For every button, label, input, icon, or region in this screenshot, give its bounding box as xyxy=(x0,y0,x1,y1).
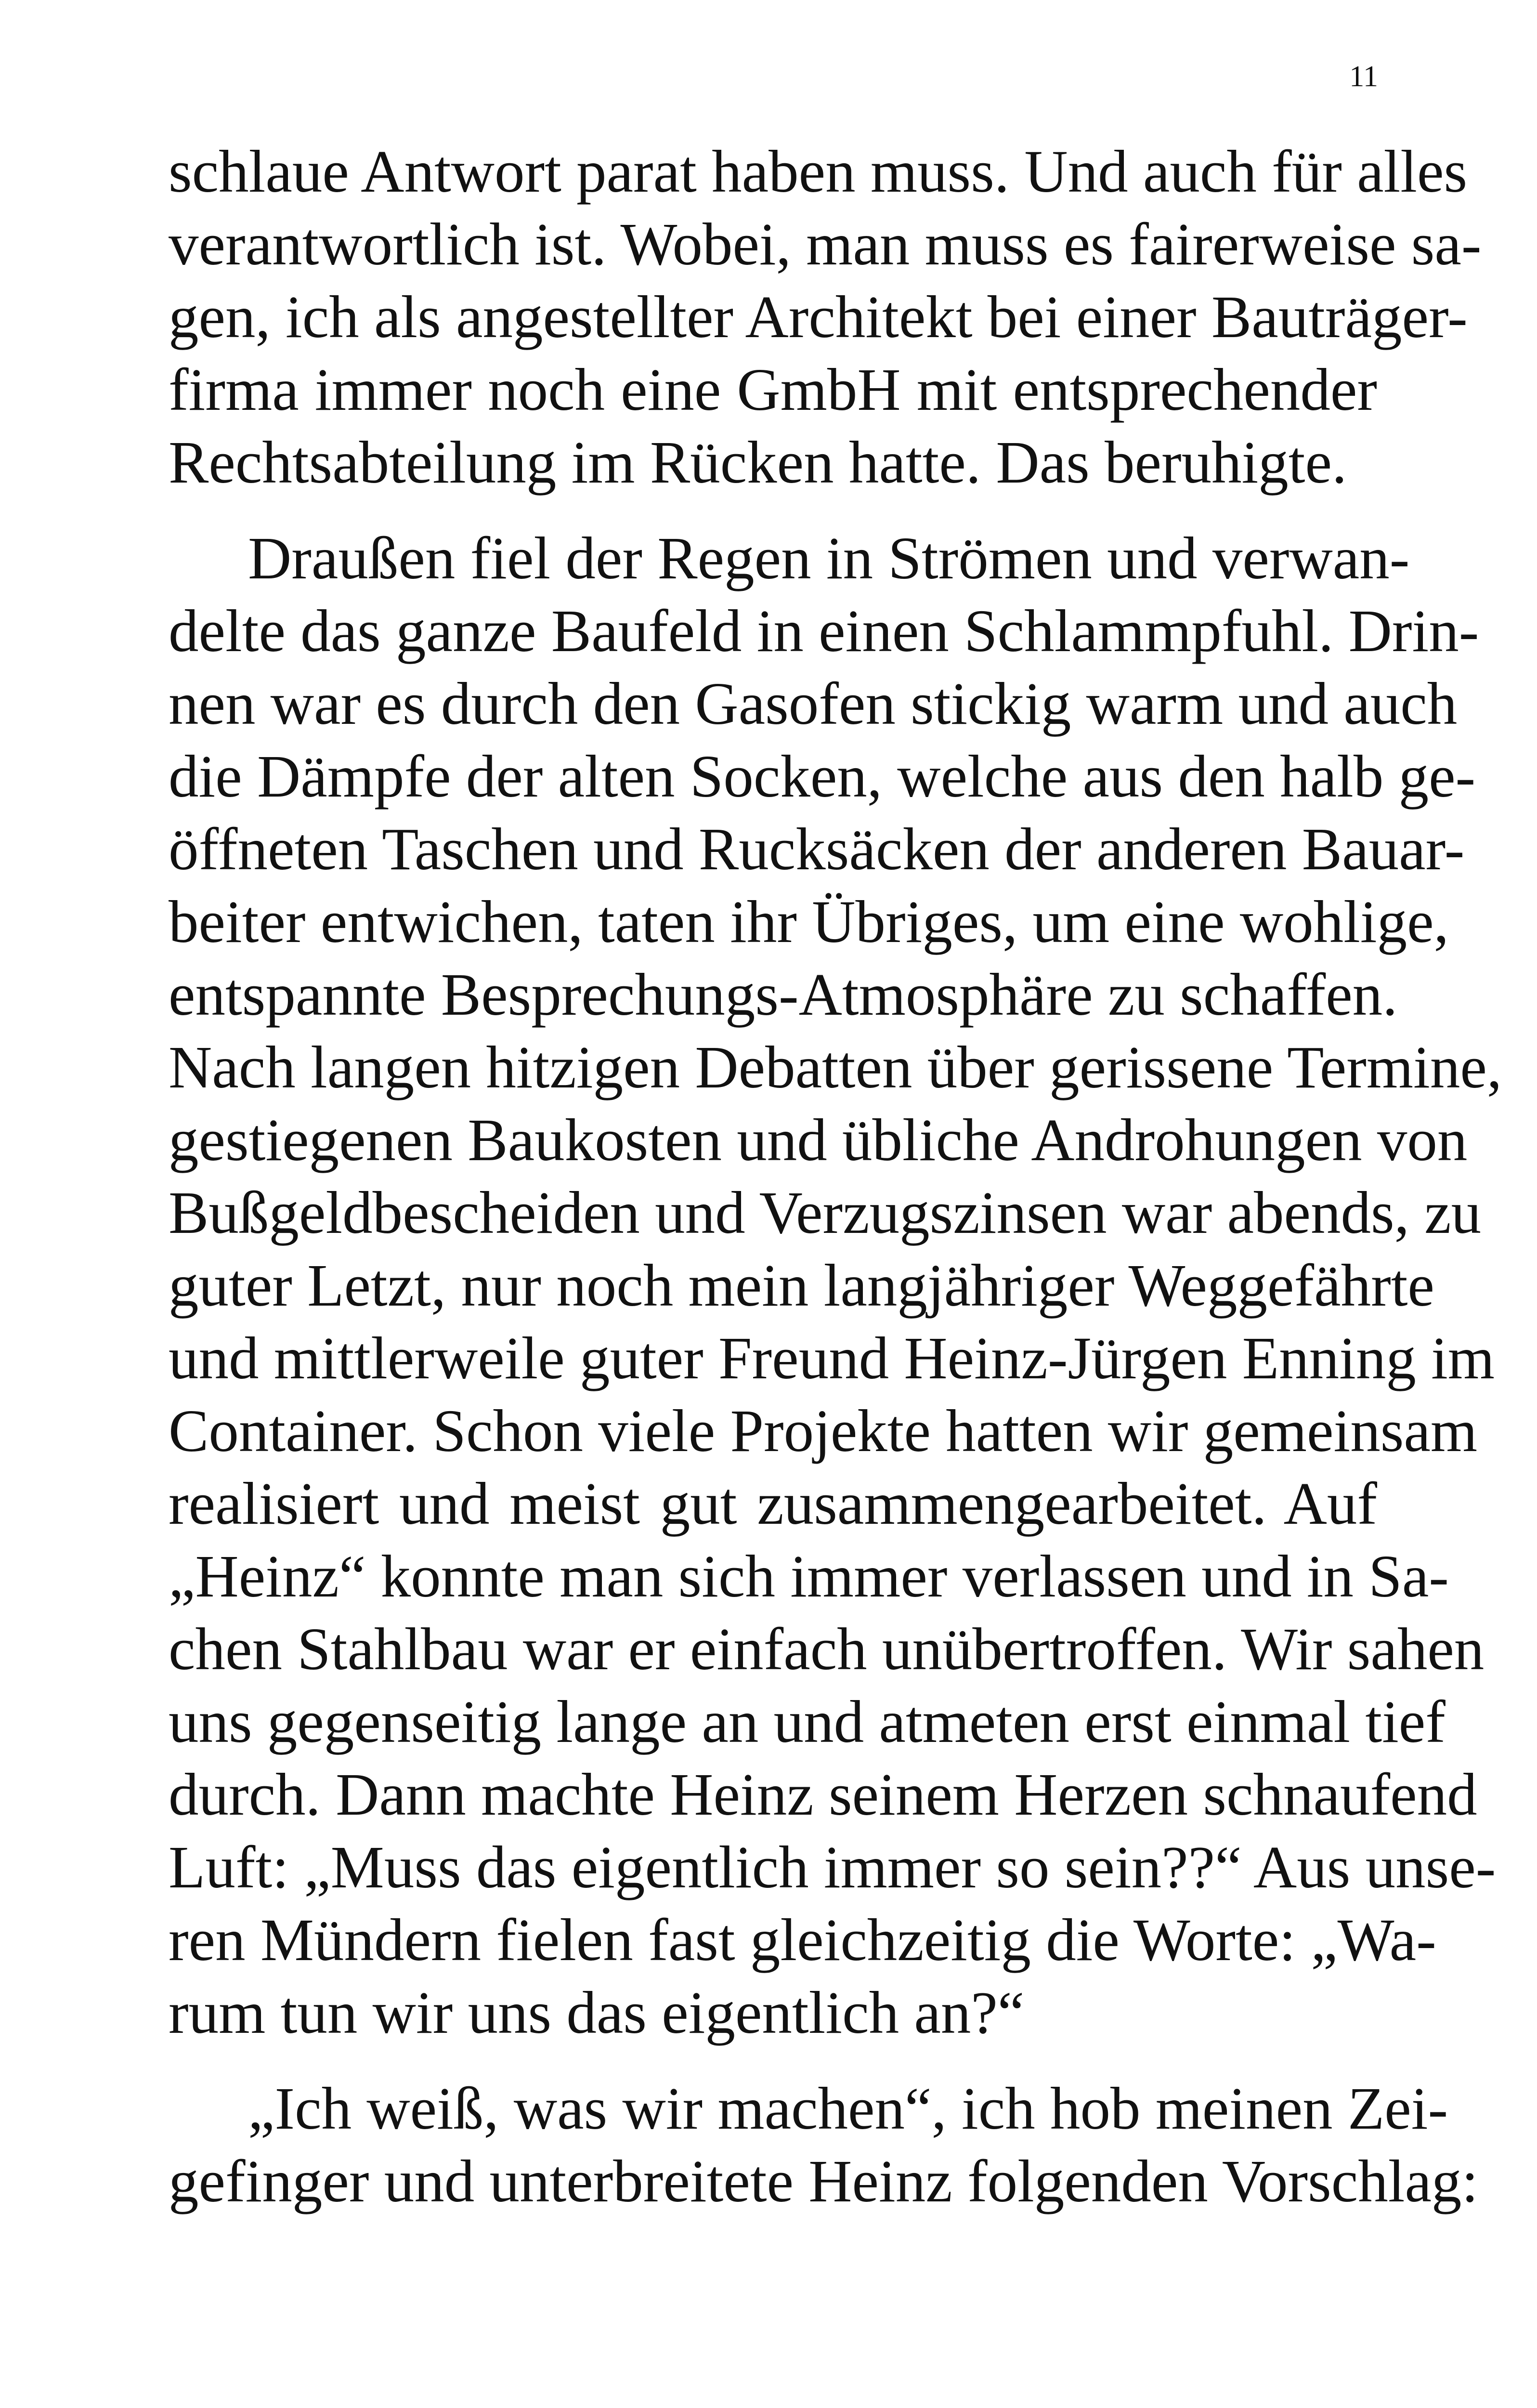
text-line: delte das ganze Baufeld in einen Schlammpfuhl. Drin- xyxy=(169,598,1479,665)
text-line: gen, ich als angestellter Architekt bei einer Bauträger- xyxy=(169,284,1468,351)
text-line: Luft: „Muss das eigentlich immer so sein??“ Aus unse- xyxy=(169,1834,1496,1901)
text-line: „Heinz“ konnte man sich immer verlassen und in Sa- xyxy=(169,1544,1449,1610)
text-line: uns gegenseitig lange an und atmeten erst einmal tief xyxy=(169,1689,1446,1755)
text-line: rum tun wir uns das eigentlich an?“ xyxy=(169,1980,1025,2046)
paragraph-1 xyxy=(169,136,1482,499)
text-line: firma immer noch eine GmbH mit entsprechender xyxy=(169,357,1377,423)
paragraph-2 xyxy=(169,523,1502,2050)
text-line: öffneten Taschen und Rucksäcken der anderen Bauar- xyxy=(169,816,1465,883)
text-line: Rechtsabteilung im Rücken hatte. Das beruhigte. xyxy=(169,430,1347,496)
text-line: ren Mündern fielen fast gleichzeitig die Worte: „Wa- xyxy=(169,1907,1436,1974)
body-text xyxy=(169,136,1502,2218)
text-line: nen war es durch den Gasofen stickig warm und auch xyxy=(169,671,1458,737)
text-line: schlaue Antwort parat haben muss. Und auch für alles xyxy=(169,139,1468,205)
text-line: gestiegenen Baukosten und übliche Androhungen von xyxy=(169,1107,1468,1174)
text-line: chen Stahlbau war er einfach unübertroffen. Wir sahen xyxy=(169,1616,1485,1683)
text-line: realisiert und meist gut zusammengearbeitet. Auf xyxy=(169,1471,1377,1537)
text-line: durch. Dann machte Heinz seinem Herzen schnaufend xyxy=(169,1762,1477,1828)
text-line: gefinger und unterbreitete Heinz folgenden Vorschlag: xyxy=(169,2148,1479,2215)
text-line: und mittlerweile guter Freund Heinz-Jürgen Enning im xyxy=(169,1325,1495,1392)
text-line: die Dämpfe der alten Socken, welche aus den halb ge- xyxy=(169,744,1476,810)
text-line: guter Letzt, nur noch mein langjähriger Weggefährte xyxy=(169,1253,1434,1319)
text-line: Container. Schon viele Projekte hatten wir gemeinsam xyxy=(169,1398,1478,1465)
text-line: Draußen fiel der Regen in Strömen und verwan- xyxy=(248,525,1410,592)
text-line: verantwortlich ist. Wobei, man muss es fairerweise sa- xyxy=(169,211,1482,278)
page-number: 11 xyxy=(1349,60,1378,93)
paragraph-3 xyxy=(169,2073,1479,2218)
text-line: entspannte Besprechungs-Atmosphäre zu schaffen. xyxy=(169,962,1398,1028)
text-line: beiter entwichen, taten ihr Übriges, um eine wohlige, xyxy=(169,889,1449,955)
text-line: „Ich weiß, was wir machen“, ich hob meinen Zei- xyxy=(248,2076,1448,2142)
text-line: Nach langen hitzigen Debatten über gerissene Termine, xyxy=(169,1034,1502,1101)
text-line: Bußgeldbescheiden und Verzugszinsen war abends, zu xyxy=(169,1180,1482,1246)
